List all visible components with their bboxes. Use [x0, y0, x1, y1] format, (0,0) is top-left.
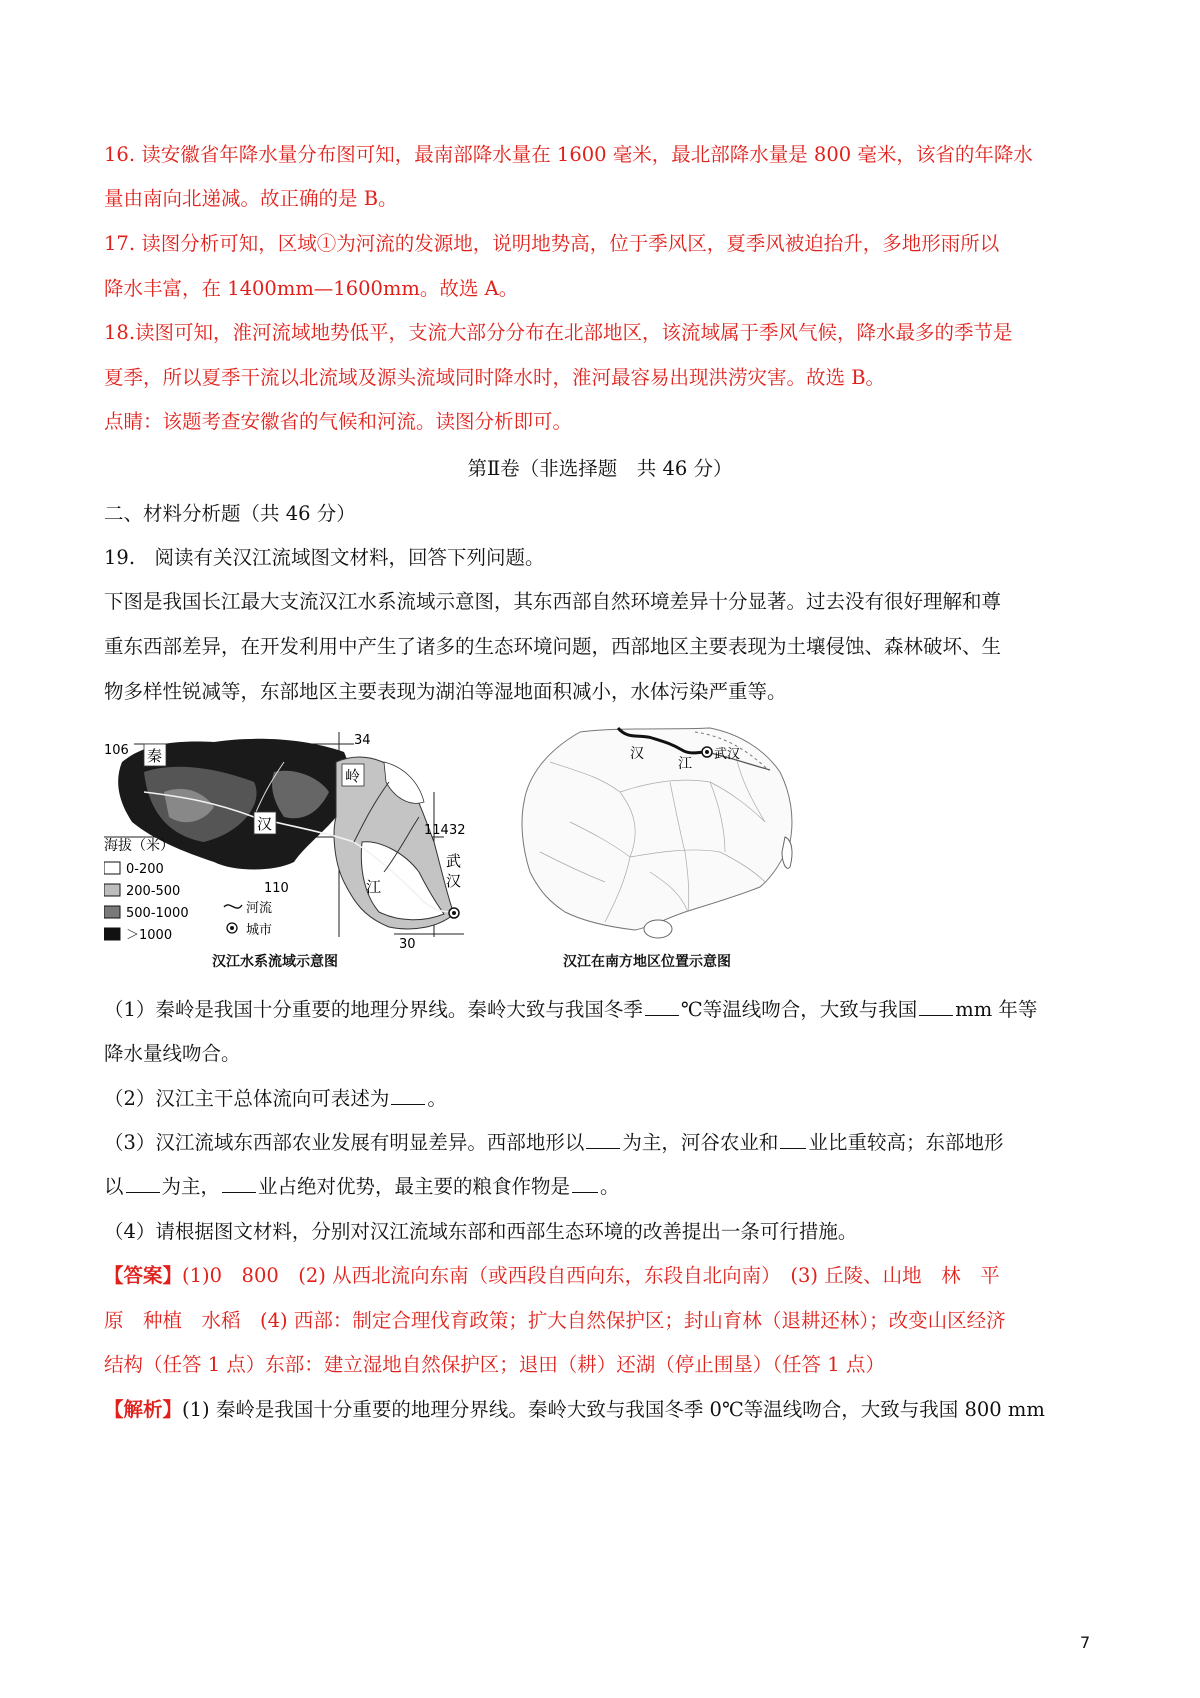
volume-title: 第Ⅱ卷（非选择题 共 46 分） — [467, 457, 733, 480]
tip-line: 点睛：该题考查安徽省的气候和河流。读图分析即可。 — [104, 410, 573, 433]
river-legend-icon — [224, 905, 242, 908]
answer-line1 — [104, 1262, 1000, 1290]
legend-title: 海拔（米） — [104, 838, 174, 854]
map-label-han: 汉 — [257, 815, 273, 833]
q19-sub1-text-b: ℃等温线吻合，大致与我国 — [680, 998, 918, 1021]
q17-explanation-line2: 降水丰富，在 1400mm—1600mm。故选 A。 — [104, 277, 519, 300]
blank-east-terrain[interactable] — [126, 1174, 160, 1193]
answer-tag: 【答案】 — [104, 1264, 183, 1287]
map-label-han2: 汉 — [446, 872, 462, 890]
answer-line2: 原 种植 水稻 (4) 西部：制定合理伐育政策；扩大自然保护区；封山育林（退耕还林）；改变山区经济 — [104, 1309, 1006, 1332]
q19-sub1-line2: 降水量线吻合。 — [104, 1042, 241, 1065]
map-label-wu: 武 — [446, 852, 462, 870]
lat-32-label: 32 — [449, 823, 466, 838]
map2-caption: 汉江在南方地区位置示意图 — [563, 954, 731, 970]
q19-sub3-line2 — [104, 1173, 620, 1201]
map-label-qin: 秦 — [147, 747, 163, 765]
q19-sub3-text-f: 业占绝对优势，最主要的粮食作物是 — [258, 1175, 571, 1198]
legend-item-0: 0-200 — [126, 862, 164, 877]
page-number: 7 — [1080, 1633, 1091, 1652]
answer-text-1: (1)0 800 (2) 从西北流向东南（或西段自西向东，东段自北向南） (3) 丘陵、山地 林 平 — [182, 1264, 1000, 1287]
map2-label-jiang: 江 — [678, 756, 692, 772]
q19-sub3-text-g: 。 — [600, 1175, 620, 1198]
q17-explanation-line1: 17. 读图分析可知，区域①为河流的发源地，说明地势高，位于季风区，夏季风被迫抬升，多地形雨所以 — [104, 232, 1000, 255]
q19-sub2-text-b: 。 — [427, 1087, 447, 1110]
blank-precipitation-line[interactable] — [919, 997, 953, 1016]
map-label-jiang: 江 — [366, 878, 382, 896]
blank-winter-isotherm[interactable] — [645, 997, 679, 1016]
southern-china-location-map — [510, 722, 810, 947]
q19-material-line3: 物多样性锐减等，东部地区主要表现为湖泊等湿地面积减小，水体污染严重等。 — [104, 680, 787, 703]
q19-sub3-text-c: 业比重较高；东部地形 — [808, 1131, 1004, 1154]
q16-explanation-line1: 16. 读安徽省年降水量分布图可知，最南部降水量在 1600 毫米，最北部降水量是 800 毫米，该省的年降水 — [104, 143, 1033, 166]
lat-34-label: 34 — [354, 733, 371, 748]
q16-explanation-line2: 量由南向北递减。故正确的是 B。 — [104, 187, 398, 210]
blank-flow-direction[interactable] — [391, 1086, 425, 1105]
q19-material-line1: 下图是我国长江最大支流汉江水系流域示意图，其东西部自然环境差异十分显著。过去没有很好理解和尊 — [104, 590, 1002, 613]
q18-explanation-line1: 18.读图可知，淮河流域地势低平，支流大部分分布在北部地区，该流域属于季风气候，降水最多的季节是 — [104, 321, 1013, 344]
q19-sub3-text-d: 以 — [104, 1175, 124, 1198]
analysis-tag: 【解析】 — [104, 1398, 183, 1421]
analysis-line1 — [104, 1396, 1045, 1424]
answer-line3: 结构（任答 1 点）东部：建立湿地自然保护区；退田（耕）还湖（停止围垦）（任答 1 点） — [104, 1353, 885, 1376]
legend-item-2: 500-1000 — [126, 906, 189, 921]
lon-114-label: 114 — [424, 823, 449, 838]
lon-106-label: 106 — [104, 743, 129, 758]
blank-main-crop[interactable] — [572, 1174, 598, 1193]
blank-east-industry[interactable] — [222, 1174, 256, 1193]
q19-sub1-text-c: mm 年等 — [955, 998, 1038, 1021]
part-title: 二、材料分析题（共 46 分） — [104, 502, 356, 525]
legend-city: 城市 — [246, 923, 273, 938]
lat-30-label: 30 — [399, 937, 416, 952]
analysis-text-1: (1) 秦岭是我国十分重要的地理分界线。秦岭大致与我国冬季 0℃等温线吻合，大致与我国 800 mm — [182, 1398, 1045, 1421]
q19-sub2-text-a: （2）汉江主干总体流向可表述为 — [104, 1087, 390, 1110]
q19-sub3-text-a: （3）汉江流域东西部农业发展有明显差异。西部地形以 — [104, 1131, 585, 1154]
legend-item-1: 200-500 — [126, 884, 181, 899]
hanjiang-basin-map — [104, 722, 474, 952]
q19-sub1-line1 — [104, 996, 1037, 1024]
q19-sub3-line1 — [104, 1129, 1003, 1157]
q19-material-line2: 重东西部差异，在开发利用中产生了诸多的生态环境问题，西部地区主要表现为土壤侵蚀、森林破坏、生 — [104, 635, 1002, 658]
map2-label-wuhan: 武汉 — [714, 747, 741, 762]
blank-west-terrain[interactable] — [586, 1130, 620, 1149]
q19-sub2-line — [104, 1085, 447, 1113]
blank-west-industry[interactable] — [780, 1130, 806, 1149]
q19-sub4-line: （4）请根据图文材料，分别对汉江流域东部和西部生态环境的改善提出一条可行措施。 — [104, 1220, 858, 1243]
q19-sub1-text-a: （1）秦岭是我国十分重要的地理分界线。秦岭大致与我国冬季 — [104, 998, 643, 1021]
map2-label-han: 汉 — [630, 746, 644, 762]
lon-110-label: 110 — [264, 881, 289, 896]
map1-caption: 汉江水系流域示意图 — [212, 954, 338, 970]
q19-sub3-text-e: 为主， — [161, 1175, 221, 1198]
legend-river: 河流 — [246, 901, 273, 916]
map-label-ling: 岭 — [345, 767, 361, 785]
q18-explanation-line2: 夏季，所以夏季干流以北流域及源头流域同时降水时，淮河最容易出现洪涝灾害。故选 B。 — [104, 366, 886, 389]
legend-item-3: ＞1000 — [126, 928, 173, 943]
q19-sub3-text-b: 为主，河谷农业和 — [622, 1131, 779, 1154]
q19-stem: 19. 阅读有关汉江流域图文材料，回答下列问题。 — [104, 546, 545, 569]
